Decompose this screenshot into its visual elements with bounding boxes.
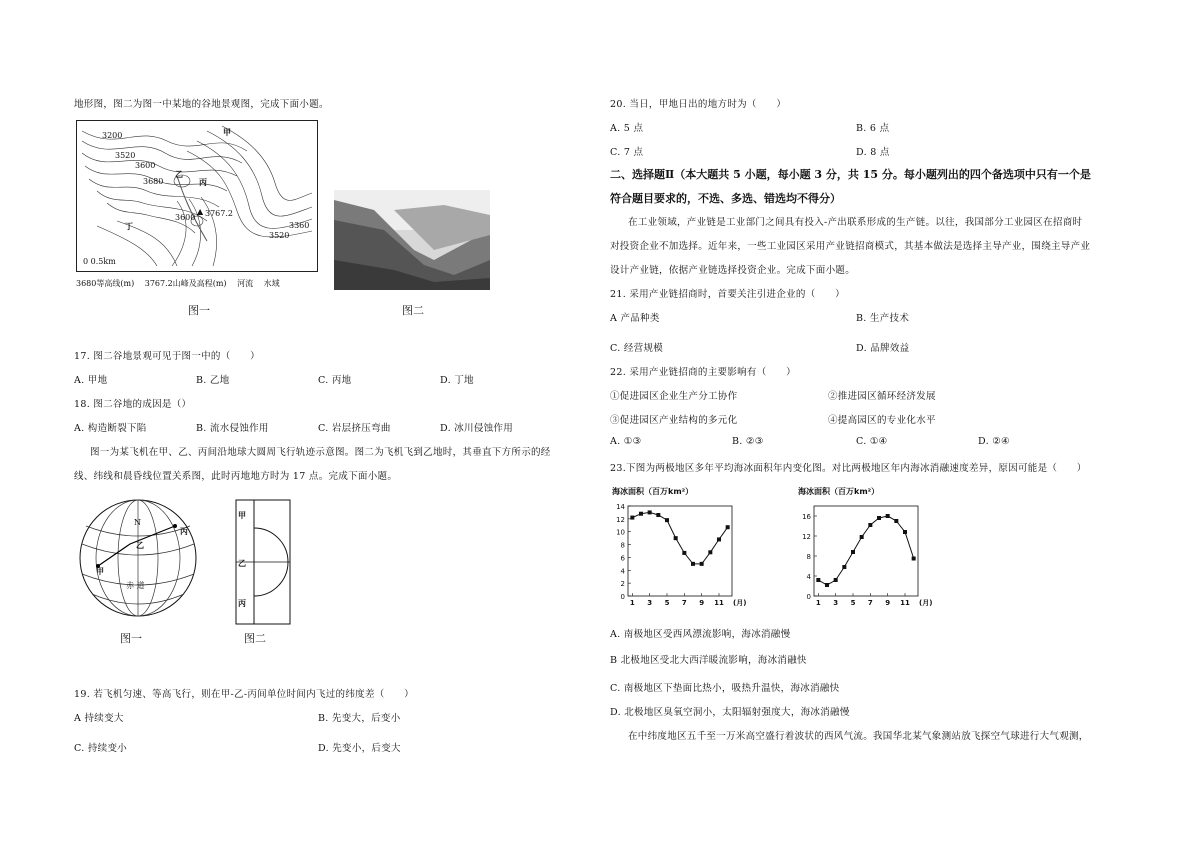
place-label-bing: 丙 [199,177,207,187]
data-point [860,535,864,539]
peak-legend: 3767.2山峰及高程(m) [144,279,227,288]
globe-yi-label: 乙 [136,540,144,550]
data-point [630,516,634,520]
x-axis-label: (月) [733,599,747,607]
globe-n-label: N [134,518,141,527]
y-tick-label: 2 [620,580,625,589]
data-point [656,513,660,517]
q20-option-d[interactable]: D. 8 点 [856,147,890,158]
y-tick-label: 12 [616,515,625,524]
section2-heading-line1: 二、选择题Ⅱ（本大题共 5 小题，每小题 3 分，共 15 分。每小题列出的四个备选项中只有一个是 [610,168,1091,181]
contour-label: 3600 [175,213,196,222]
y-tick-label: 8 [806,553,811,561]
q19-option-a[interactable]: A 持续变大 [74,713,124,724]
y-tick-label: 8 [620,541,625,550]
data-point [700,562,704,566]
y-tick-label: 4 [620,567,625,576]
q22-item-4: ④提高园区的专业化水平 [828,415,936,426]
data-point [639,512,643,516]
q18-option-b[interactable]: B. 流水侵蚀作用 [196,423,269,434]
q23-option-a[interactable]: A. 南极地区受西风漂流影响，海冰消融慢 [610,629,791,640]
data-point [691,562,695,566]
para1-line2: 对投资企业不加选择。近年来，一些工业园区采用产业链招商模式，其基本做法是选择主导产业，围绕主导产业 [610,241,1091,252]
q20-option-a[interactable]: A. 5 点 [610,123,644,134]
last-paragraph: 在中纬度地区五千至一万米高空盛行着波状的西风气流。我国华北某气象测站放飞探空气球进行大气观测， [628,731,1089,742]
series-line [818,516,913,585]
q19-option-d[interactable]: D. 先变小，后变大 [318,743,401,754]
place-label-jia: 甲 [223,127,231,137]
peak-icon: ▲ [197,207,204,216]
data-point [674,536,678,540]
data-point [903,530,907,534]
q21-option-a[interactable]: A 产品种类 [610,313,660,324]
q19-option-b[interactable]: B. 先变大，后变小 [318,713,401,724]
contour-label: 3680 [143,177,164,186]
topographic-map [76,120,318,272]
q21-option-d[interactable]: D. 品牌效益 [856,343,910,354]
globe-svg [70,496,210,626]
y-tick-label: 4 [806,573,811,581]
place-label-yi: 乙 [175,169,183,179]
y-tick-label: 6 [620,554,625,563]
globe-bing-label: 丙 [180,526,188,536]
q21-stem: 21. 采用产业链招商时，首要关注引进企业的（ ） [610,289,845,300]
data-point [886,514,890,518]
chart-title: 海冰面积（百万km²） [798,487,880,496]
q18-option-d[interactable]: D. 冰川侵蚀作用 [440,423,514,434]
q20-option-b[interactable]: B. 6 点 [856,123,890,134]
valley-photo-image [334,190,490,290]
y-tick-label: 10 [616,528,625,537]
y-tick-label: 16 [802,513,811,521]
x-tick-label: 7 [867,599,873,607]
q22-option-d[interactable]: D. ②④ [978,436,1010,447]
data-point [851,550,855,554]
contour-legend: 3680等高线(m) [76,279,135,288]
map-legend [76,278,280,289]
contour-label: 3520 [115,151,136,160]
equator-label: 赤 道 [126,581,145,590]
globe-caption: 图一 [120,632,142,645]
q17-option-c[interactable]: C. 丙地 [318,375,352,386]
q17-option-b[interactable]: B. 乙地 [196,375,230,386]
section2-heading-line2: 符合题目要求的，不选、多选、错选均不得分） [610,192,841,205]
meridian-bing-label: 丙 [238,598,246,608]
river-legend: 河流 [237,279,254,288]
data-point [825,583,829,587]
q17-option-a[interactable]: A. 甲地 [74,375,108,386]
map-scale: 0 0.5km [83,257,116,266]
x-tick-label: 7 [681,599,687,607]
q23-option-d[interactable]: D. 北极地区臭氧空洞小，太阳辐射强度大，海冰消融慢 [610,707,850,718]
intro2-line1: 图一为某飞机在甲、乙、丙间沿地球大圆周飞行轨迹示意图。图二为飞机飞到乙地时，其垂直下方所示的经 [90,447,551,458]
contour-label: 3200 [102,131,123,140]
q19-option-c[interactable]: C. 持续变小 [74,743,128,754]
data-point [816,578,820,582]
q22-stem: 22. 采用产业链招商的主要影响有（ ） [610,367,796,378]
x-tick-label: 11 [900,599,910,607]
q18-option-a[interactable]: A. 构造断裂下陷 [74,423,147,434]
meridian-caption: 图二 [244,632,266,645]
contour-label: 3360 [289,221,310,230]
contour-label: 3600 [135,161,156,170]
q17-option-d[interactable]: D. 丁地 [440,375,474,386]
data-point [894,519,898,523]
plot-frame [628,506,732,596]
fig2-caption: 图二 [402,304,424,317]
x-tick-label: 5 [850,599,856,607]
data-point [868,523,872,527]
q19-stem: 19. 若飞机匀速、等高飞行，则在甲-乙-丙间单位时间内飞过的纬度差（ ） [74,689,414,700]
q23-option-c[interactable]: C. 南极地区下垫面比热小，吸热升温快，海冰消融快 [610,683,840,694]
x-tick-label: 1 [815,599,821,607]
contour-lines [77,121,317,271]
q20-stem: 20. 当日，甲地日出的地方时为（ ） [610,99,787,110]
meridian-yi-label: 乙 [238,558,246,568]
data-point [912,557,916,561]
para1-line3: 设计产业链，依据产业链选择投资企业。完成下面小题。 [610,265,856,276]
y-tick-label: 0 [620,593,625,601]
data-point [877,516,881,520]
globe-jia-label: 甲 [96,566,104,576]
q21-option-c[interactable]: C. 经营规模 [610,343,664,354]
x-tick-label: 9 [885,599,891,607]
x-tick-label: 5 [664,599,670,607]
x-tick-label: 3 [833,599,839,607]
data-point [717,537,721,541]
q22-option-c[interactable]: C. ①④ [856,436,888,447]
place-label-ding: 丁 [125,221,133,231]
contour-label: 3520 [269,231,290,240]
globe-figure [70,496,210,626]
q23-stem: 23.下图为两极地区多年平均海冰面积年内变化图。对比两极地区年内海冰消融速度差异，原因可能是（ ） [610,463,1087,474]
x-tick-label: 11 [714,599,724,607]
x-tick-label: 3 [647,599,653,607]
fig1-caption: 图一 [188,304,210,317]
q22-item-3: ③促进园区产业结构的多元化 [610,415,738,426]
x-axis-label: (月) [919,599,933,607]
x-tick-label: 1 [629,599,635,607]
intro-text: 地形图，图二为图一中某地的谷地景观图，完成下面小题。 [74,99,329,110]
q18-stem: 18. 图二谷地的成因是（） [74,399,192,410]
q22-option-a[interactable]: A. ①③ [610,436,642,447]
arctic-sea-ice-chart [604,482,754,612]
antarctic-sea-ice-chart [790,482,940,612]
q18-option-c[interactable]: C. 岩层挤压弯曲 [318,423,391,434]
y-tick-label: 14 [616,503,625,511]
data-point [834,578,838,582]
q22-item-1: ①促进园区企业生产分工协作 [610,391,738,402]
q22-item-2: ②推进园区循环经济发展 [828,391,936,402]
data-point [708,550,712,554]
q23-option-b[interactable]: B 北极地区受北大西洋暖流影响，海冰消融快 [610,655,807,666]
x-tick-label: 9 [699,599,705,607]
q21-option-b[interactable]: B. 生产技术 [856,313,910,324]
data-point [665,518,669,522]
y-tick-label: 12 [802,533,811,541]
para1-line1: 在工业领域，产业链是工业部门之间具有投入-产出联系形成的生产链。以往，我国部分工业园区在招商时 [628,217,1083,228]
valley-photo [334,190,490,290]
series-line [632,512,727,564]
meridian-jia-label: 甲 [238,510,246,520]
plot-frame [814,506,918,596]
water-legend: 水域 [263,279,280,288]
q17-stem: 17. 图二谷地景观可见于图一中的（ ） [74,351,260,362]
data-point [682,551,686,555]
q22-option-b[interactable]: B. ②③ [732,436,764,447]
peak-elevation: 3767.2 [205,209,233,218]
q20-option-c[interactable]: C. 7 点 [610,147,644,158]
data-point [648,510,652,514]
y-tick-label: 0 [806,593,811,601]
intro2-line2: 线、纬线和晨昏线位置关系图，此时丙地地方时为 17 点。完成下面小题。 [74,471,398,482]
chart-title: 海冰面积（百万km²） [612,487,694,496]
data-point [842,565,846,569]
meridian-diagram [234,498,294,628]
data-point [726,525,730,529]
